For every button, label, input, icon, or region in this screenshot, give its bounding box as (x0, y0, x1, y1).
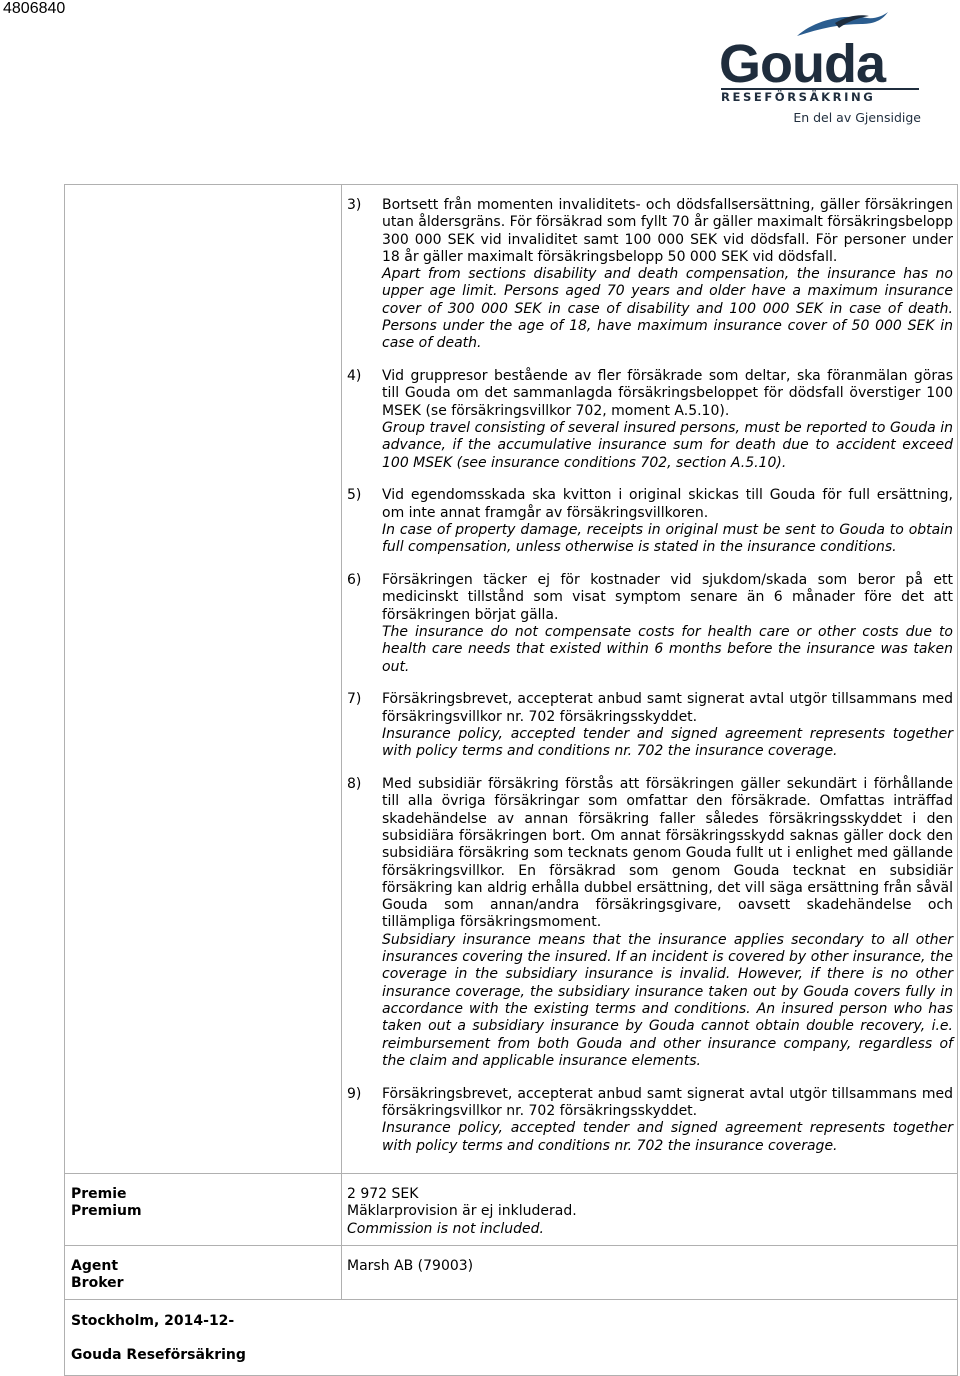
clause-text-sv: Med subsidiär försäkring förstås att försäkringen gäller sekundärt i förhållande till alla övriga försäkringar som omfattar den försäkrade. Omfattas inträffad skadehändelse av annan försäkring faller således försäkringsskyddet i den subsidiära försäkringen bort. Om annat försäkringsskydd saknas gäller dock den subsidiära försäkring som tecknats genom Gouda fullt ut i enlighet med gällande försäkringsvillkor. En försäkrad som genom Gouda tecknat en subsidiär försäkring kan aldrig erhålla dubbel ersättning, det vill säga ersättning från såväl Gouda som annan/andra försäkringsgivare, oavsett skadehändelse och tillämpliga försäkringsmoment. (382, 776, 953, 931)
clause-5 (347, 487, 953, 556)
clause-number: 6) (347, 572, 362, 589)
premium-amount: 2 972 SEK (347, 1186, 419, 1202)
clause-text-sv: Försäkringsbrevet, accepterat anbud samt signerat avtal utgör tillsammans med försäkringsvillkor nr. 702 försäkringsskyddet. (382, 691, 953, 725)
clause-7 (347, 691, 953, 760)
gouda-logo (715, 10, 925, 130)
column-divider (341, 184, 342, 1299)
footer-place-date: Stockholm, 2014-12- (71, 1313, 235, 1329)
premium-label-en: Premium (71, 1203, 142, 1220)
clause-text-en: Subsidiary insurance means that the insurance applies secondary to all other insurances covering the insured. If an incident is covered by other insurance, the coverage in the subsidiary insurance is invalid. However, if there is no other insurance coverage, the subsidiary insurance taken out by Gouda covers fully in accordance with the existing terms and conditions. An insured person who has taken out a subsidiary insurance by Gouda cannot obtain double recovery, i.e. reimbursement from both Gouda and other insurance company, regardless of the claim and applicable insurance elements. (382, 931, 953, 1069)
clause-text-en: The insurance do not compensate costs for health care or other costs due to health care needs that existed within 6 months before the insurance was taken out. (382, 624, 953, 675)
row-divider-footer (64, 1299, 958, 1300)
premium-label-sv: Premie (71, 1186, 127, 1202)
row-divider-agent (64, 1245, 958, 1246)
clause-number: 8) (347, 776, 362, 793)
clause-list (347, 197, 953, 1170)
footer-company: Gouda Reseförsäkring (71, 1347, 246, 1363)
clause-text-sv: Försäkringen täcker ej för kostnader vid sjukdom/skada som beror på ett medicinskt tillstånd som visat symptom senare än 6 månader före det att försäkringen börjat gälla. (382, 572, 953, 623)
commission-note-sv: Mäklarprovision är ej inkluderad. (347, 1203, 577, 1220)
premium-value (347, 1186, 577, 1238)
premium-label (71, 1186, 142, 1221)
clause-text-en: Apart from sections disability and death compensation, the insurance has no upper age limit. Persons aged 70 years and older have a maximum insurance cover of 300 000 SEK in case of disability and 100 000 SEK in case of death. Persons under the age of 18, have maximum insurance cover of 50 000 SEK in case of death. (382, 266, 953, 352)
clause-number: 7) (347, 691, 362, 708)
clause-number: 4) (347, 368, 362, 385)
clause-text-sv: Vid egendomsskada ska kvitton i original skickas till Gouda för full ersättning, om inte annat framgår av försäkringsvillkoren. (382, 487, 953, 521)
clause-4 (347, 368, 953, 472)
clause-text-sv: Vid gruppresor bestående av fler försäkrade som deltar, ska föranmälan göras till Gouda om det sammanlagda försäkringsbeloppet för dödsfall överstiger 100 MSEK (se försäkringsvillkor 702, moment A.5.10). (382, 368, 953, 419)
commission-note-en: Commission is not included. (347, 1220, 544, 1237)
clause-number: 5) (347, 487, 362, 504)
agent-label-en: Broker (71, 1275, 124, 1292)
logo-wordmark: Gouda (719, 34, 885, 94)
clause-9 (347, 1086, 953, 1155)
clause-6 (347, 572, 953, 676)
clause-text-en: Insurance policy, accepted tender and signed agreement represents together with policy terms and conditions nr. 702 the insurance coverage. (382, 726, 953, 760)
clause-8 (347, 776, 953, 1070)
logo-subtitle: RESEFÖRSÄKRING (721, 88, 919, 104)
clause-text-en: In case of property damage, receipts in original must be sent to Gouda to obtain full compensation, unless otherwise is stated in the insurance conditions. (382, 522, 953, 556)
clause-text-en: Group travel consisting of several insured persons, must be reported to Gouda in advance, if the accumulative insurance sum for death due to accident exceed 100 MSEK (see insurance conditions 702, section A.5.10). (382, 420, 953, 471)
agent-label (71, 1258, 124, 1293)
logo-tagline: En del av Gjensidige (793, 110, 921, 125)
document-id: 4806840 (3, 0, 66, 17)
clause-text-en: Insurance policy, accepted tender and signed agreement represents together with policy terms and conditions nr. 702 the insurance coverage. (382, 1120, 953, 1154)
clause-number: 3) (347, 197, 362, 213)
row-divider-premium (64, 1173, 958, 1174)
clause-text-sv: Försäkringsbrevet, accepterat anbud samt signerat avtal utgör tillsammans med försäkringsvillkor nr. 702 försäkringsskyddet. (382, 1085, 953, 1119)
clause-text-sv: Bortsett från momenten invaliditets- och dödsfallsersättning, gäller försäkringen utan åldersgräns. För försäkrad som fyllt 70 år gäller maximalt försäkringsbelopp 300 000 SEK vid invaliditet samt 100 000 SEK vid dödsfall. För personer under 18 år gäller maximalt försäkringsbelopp 50 000 SEK vid dödsfall. (382, 197, 953, 265)
clause-number: 9) (347, 1085, 362, 1102)
agent-value: Marsh AB (79003) (347, 1258, 474, 1274)
clause-3 (347, 197, 953, 353)
agent-label-sv: Agent (71, 1258, 119, 1274)
